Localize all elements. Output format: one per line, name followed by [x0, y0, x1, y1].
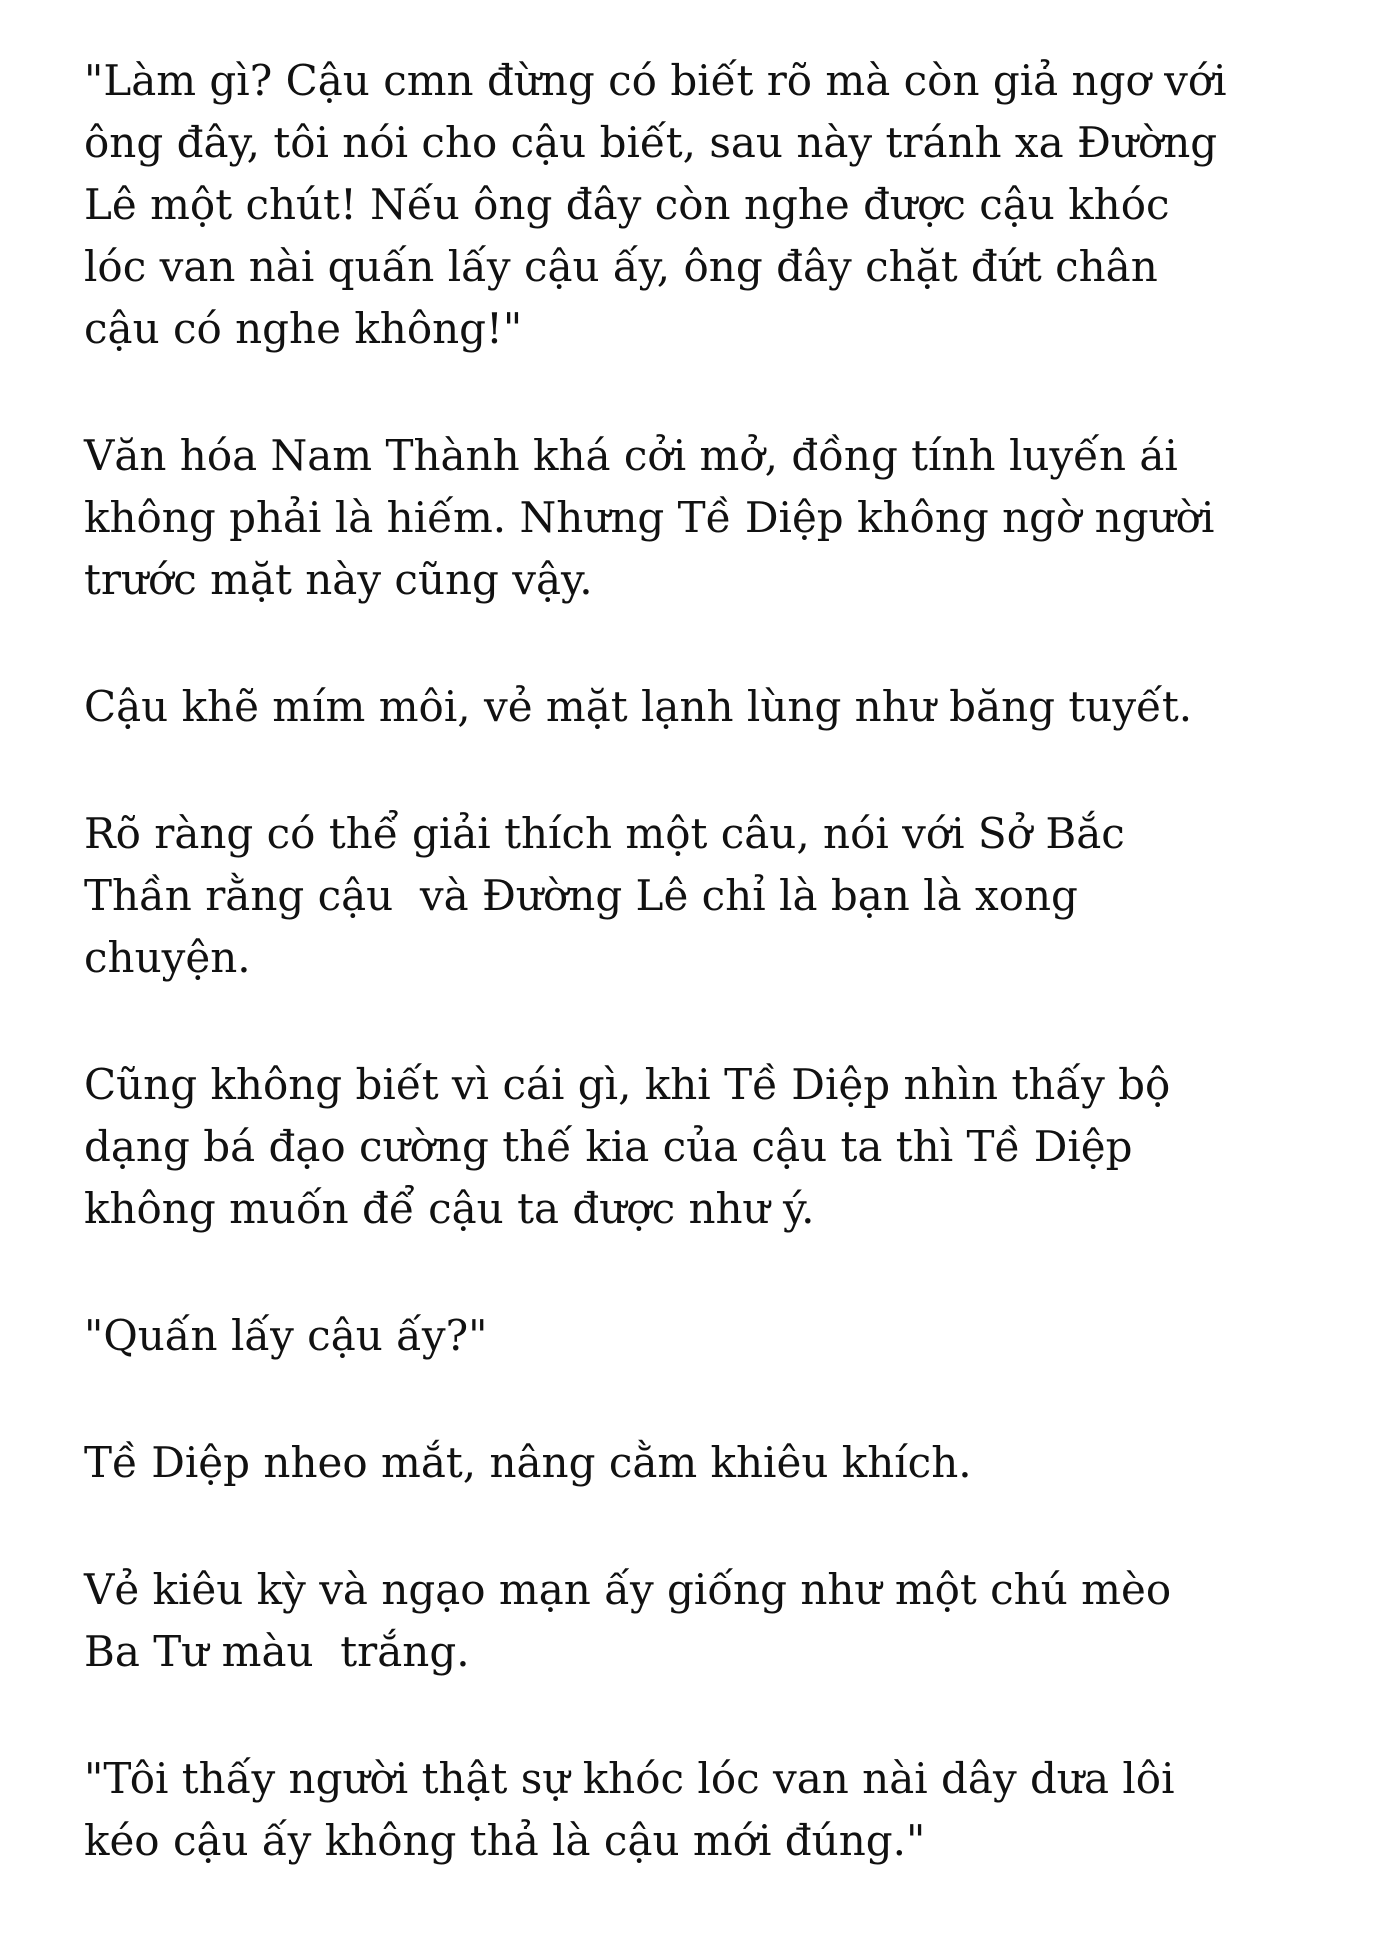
paragraph-7: [84, 1432, 1344, 1494]
text-line: Cậu khẽ mím môi, vẻ mặt lạnh lùng như băng tuyết.: [84, 682, 1193, 731]
paragraph-9: [84, 1748, 1344, 1872]
paragraph-8: [84, 1559, 1344, 1683]
text-line: kéo cậu ấy không thả là cậu mới đúng.": [84, 1816, 926, 1865]
paragraph-4: [84, 803, 1344, 989]
text-line: "Quấn lấy cậu ấy?": [84, 1311, 488, 1360]
paragraph-5: [84, 1054, 1344, 1240]
text-line: Văn hóa Nam Thành khá cởi mở, đồng tính luyến ái: [84, 431, 1178, 480]
document-body: [84, 50, 1344, 1937]
paragraph-2: [84, 425, 1344, 611]
text-line: Thần rằng cậu và Đường Lê chỉ là bạn là xong: [84, 871, 1078, 920]
text-line: "Làm gì? Cậu cmn đừng có biết rõ mà còn giả ngơ với: [84, 56, 1227, 105]
text-line: lóc van nài quấn lấy cậu ấy, ông đây chặt đứt chân: [84, 242, 1158, 291]
text-line: cậu có nghe không!": [84, 304, 523, 353]
text-line: Lê một chút! Nếu ông đây còn nghe được cậu khóc: [84, 180, 1170, 229]
text-line: không muốn để cậu ta được như ý.: [84, 1184, 815, 1233]
text-line: trước mặt này cũng vậy.: [84, 555, 593, 604]
text-line: không phải là hiếm. Nhưng Tề Diệp không ngờ người: [84, 493, 1215, 542]
text-line: Tề Diệp nheo mắt, nâng cằm khiêu khích.: [84, 1438, 972, 1487]
text-line: dạng bá đạo cường thế kia của cậu ta thì Tề Diệp: [84, 1122, 1133, 1171]
paragraph-3: [84, 676, 1344, 738]
text-line: "Tôi thấy người thật sự khóc lóc van nài dây dưa lôi: [84, 1754, 1175, 1803]
text-line: ông đây, tôi nói cho cậu biết, sau này tránh xa Đường: [84, 118, 1218, 167]
text-line: Vẻ kiêu kỳ và ngạo mạn ấy giống như một chú mèo: [84, 1565, 1172, 1614]
text-line: Ba Tư màu trắng.: [84, 1627, 470, 1676]
text-line: Cũng không biết vì cái gì, khi Tề Diệp nhìn thấy bộ: [84, 1060, 1171, 1109]
paragraph-1: [84, 50, 1344, 360]
text-line: chuyện.: [84, 933, 251, 982]
text-line: Rõ ràng có thể giải thích một câu, nói với Sở Bắc: [84, 809, 1125, 858]
paragraph-6: [84, 1305, 1344, 1367]
